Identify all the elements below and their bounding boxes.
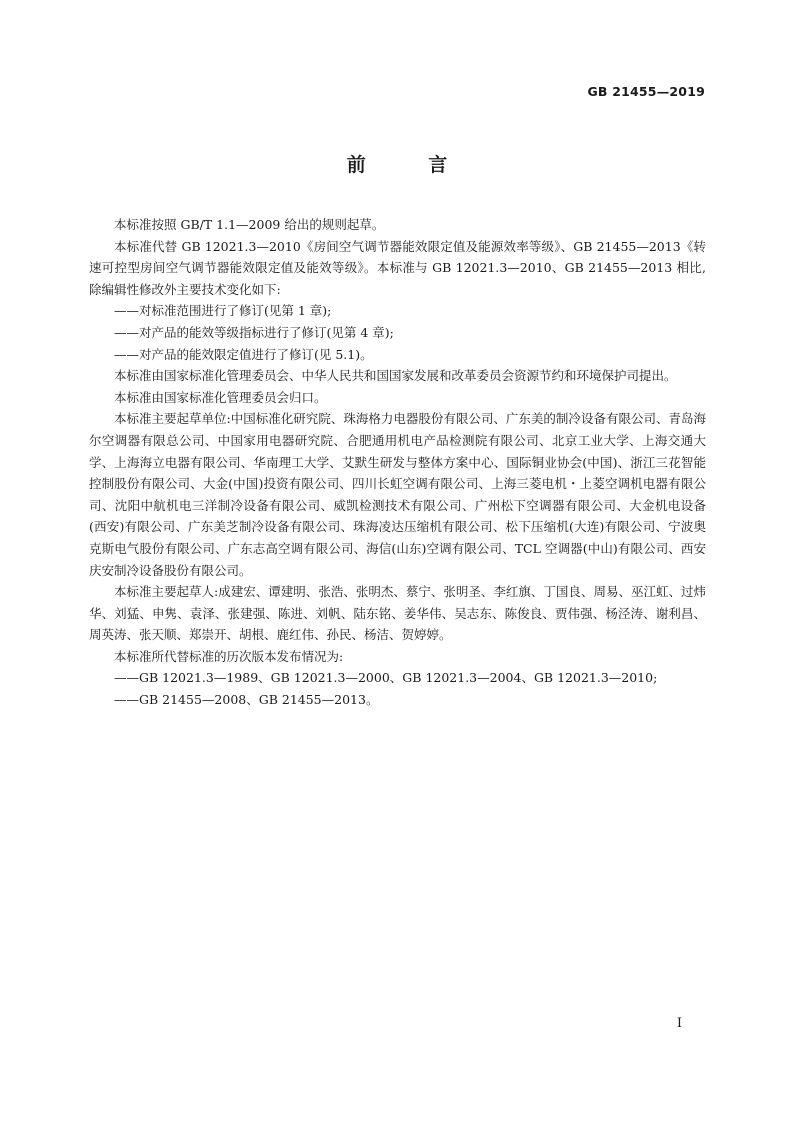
paragraph-drafters: 本标准主要起草人:成建宏、谭建明、张浩、张明杰、蔡宁、张明圣、李红旗、丁国良、周易、巫江虹、过炜华、刘猛、申隽、袁泽、张建强、陈进、刘帆、陆东铭、姜华伟、吴志东、陈俊良、贾伟强、杨泾涛、谢利昌、周英涛、张天顺、郑崇开、胡根、鹿红伟、孙民、杨洁、贺婷婷。 [89,584,706,643]
page-title: 前 言 [346,154,476,176]
document-body [89,214,706,711]
page-number: I [676,1016,682,1031]
change-item-scope: ——对标准范围进行了修订(见第 1 章); [114,303,332,319]
history-item-gb21455: ——GB 21455—2008、GB 21455—2013。 [114,692,379,708]
paragraph-centralized: 本标准由国家标准化管理委员会归口。 [114,389,327,405]
paragraph-proposer: 本标准由国家标准化管理委员会、中华人民共和国国家发展和改革委员会资源节约和环境保护司提出。 [114,368,677,384]
paragraph-replacement: 本标准代替 GB 12021.3—2010《房间空气调节器能效限定值及能源效率等级》、GB 21455—2013《转速可控型房间空气调节器能效限定值及能效等级》。本标准与 GB 12021.3—2010、GB 21455—2013 相比,除编辑性修改外主要技术变化如下: [89,238,706,297]
history-item-gb12021: ——GB 12021.3—1989、GB 12021.3—2000、GB 12021.3—2004、GB 12021.3—2010; [114,670,658,686]
paragraph-history-intro: 本标准所代替标准的历次版本发布情况为: [114,648,344,664]
change-item-grades: ——对产品的能效等级指标进行了修订(见第 4 章); [114,324,394,340]
change-item-limits: ——对产品的能效限定值进行了修订(见 5.1)。 [114,346,373,362]
standard-code: GB 21455—2019 [587,84,705,99]
paragraph-drafting-rules: 本标准按照 GB/T 1.1—2009 给出的规则起草。 [114,217,385,232]
paragraph-drafting-units: 本标准主要起草单位:中国标准化研究院、珠海格力电器股份有限公司、广东美的制冷设备有限公司、青岛海尔空调器有限总公司、中国家用电器研究院、合肥通用机电产品检测院有限公司、北京工业大学、上海交通大学、上海海立电器有限公司、华南理工大学、艾默生研发与整体方案中心、国际铜业协会(中国)、浙江三花智能控制股份有限公司、大金(中国)投资有限公司、四川长虹空调有限公司、上海三菱电机・上菱空调机电器有限公司、沈阳中航机电三洋制冷设备有限公司、威凯检测技术有限公司、广州松下空调器有限公司、大金机电设备(西安)有限公司、广东美芝制冷设备有限公司、珠海凌达压缩机有限公司、松下压缩机(大连)有限公司、宁波奥克斯电气股份有限公司、广东志高空调有限公司、海信(山东)空调有限公司、TCL 空调器(中山)有限公司、西安庆安制冷设备股份有限公司。 [89,411,706,578]
